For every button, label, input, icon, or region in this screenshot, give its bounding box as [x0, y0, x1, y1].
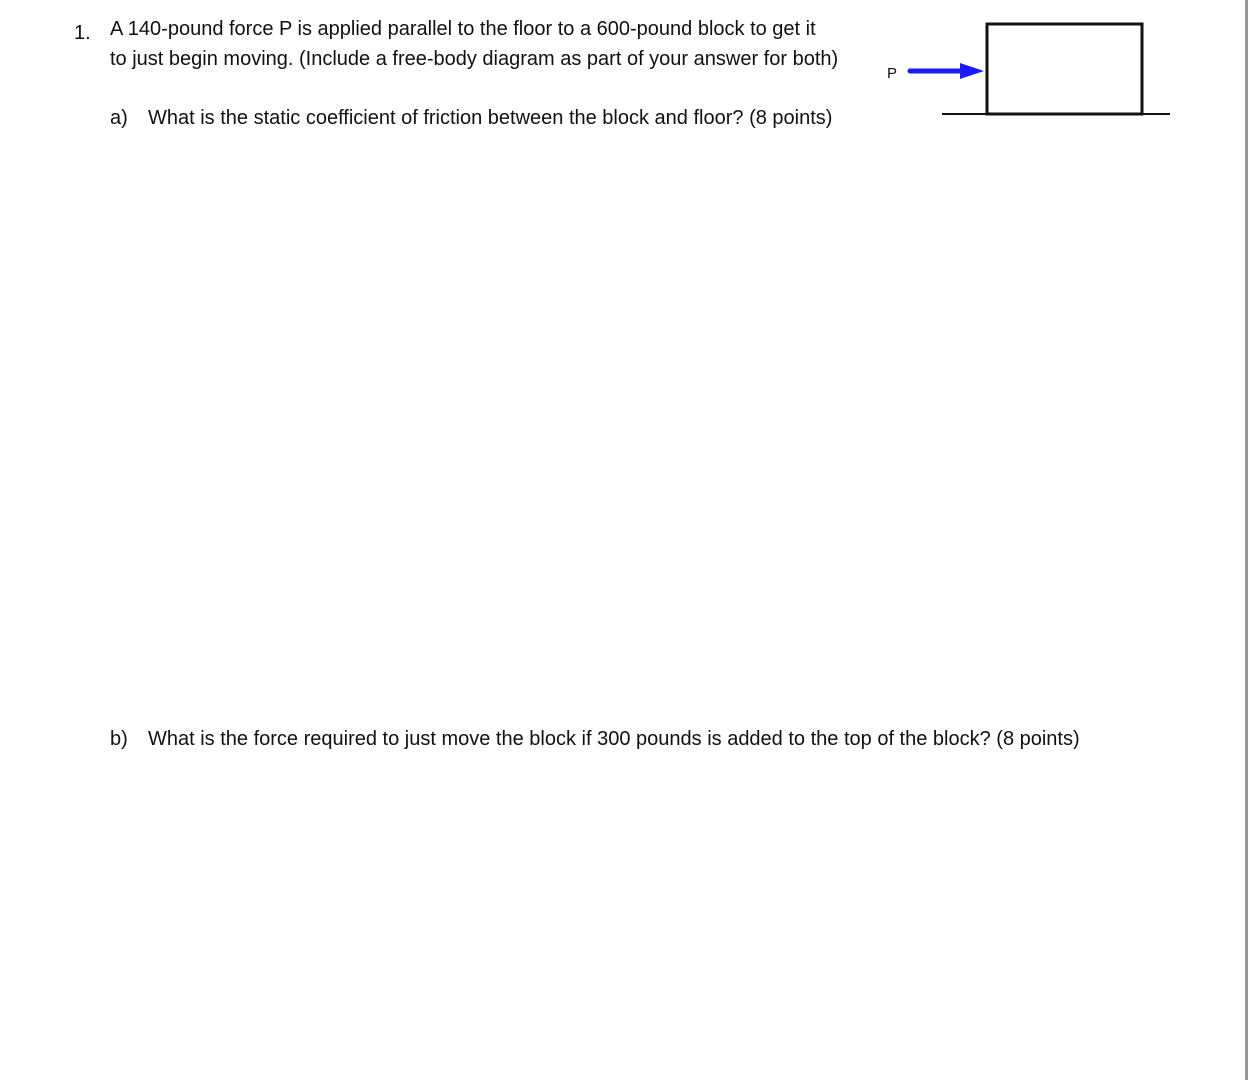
part-b-label: b) [110, 728, 128, 750]
part-a-label: a) [110, 107, 128, 129]
part-a-text: What is the static coefficient of friction between the block and floor? (8 points) [148, 107, 833, 129]
force-label: P [887, 65, 898, 82]
question-text-line-1: A 140-pound force P is applied parallel to the floor to a 600-pound block to get it [110, 18, 816, 40]
part-b-text: What is the force required to just move the block if 300 pounds is added to the top of the block? (8 points) [148, 728, 1080, 750]
question-text-line-2: to just begin moving. (Include a free-body diagram as part of your answer for both) [110, 48, 839, 70]
block-force-diagram [880, 18, 1180, 128]
force-arrow [910, 63, 984, 79]
block-rectangle [987, 24, 1142, 114]
question-number: 1. [74, 22, 91, 44]
force-arrow-head [960, 63, 984, 79]
